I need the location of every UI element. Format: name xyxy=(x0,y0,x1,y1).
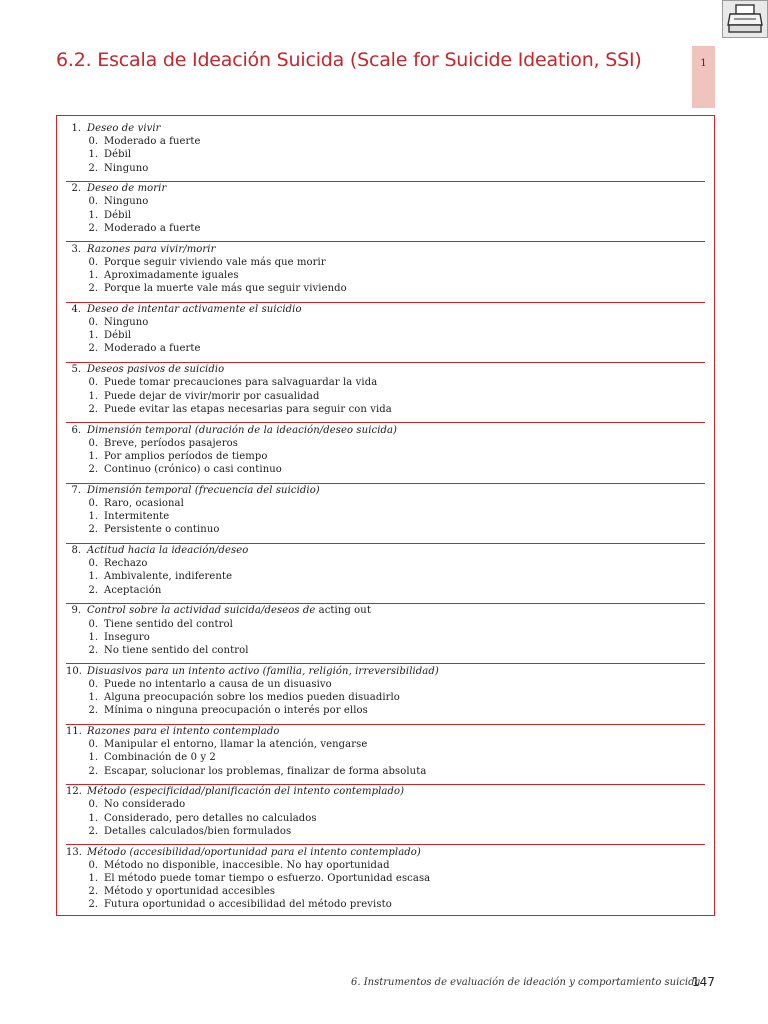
option-text: Moderado a fuerte xyxy=(104,222,201,234)
item-question xyxy=(87,604,371,617)
option-code: 1. xyxy=(88,511,98,523)
item-question xyxy=(87,544,248,557)
option-text: Ninguno xyxy=(104,317,149,329)
option-code: 2. xyxy=(88,886,98,898)
option-code: 1. xyxy=(88,149,98,161)
scale-item xyxy=(66,122,705,182)
option-text: Futura oportunidad o accesibilidad del método previsto xyxy=(104,899,392,911)
option-code: 2. xyxy=(88,464,98,476)
item-question-text: Razones para el intento contemplado xyxy=(87,726,280,737)
option-text: Ninguno xyxy=(104,196,149,208)
item-number: 8. xyxy=(71,545,81,557)
option-text: Método no disponible, inaccesible. No hay oportunidad xyxy=(104,859,390,871)
option-text: No considerado xyxy=(104,799,186,811)
option-code: 1. xyxy=(88,692,98,704)
option-code: 2. xyxy=(88,899,98,911)
item-number: 3. xyxy=(71,243,81,255)
scale-item xyxy=(66,363,705,423)
option-text: Rechazo xyxy=(104,558,148,570)
option-code: 0. xyxy=(88,678,98,690)
section-tab xyxy=(692,46,715,108)
option-code: 2. xyxy=(88,644,98,656)
item-number: 12. xyxy=(66,786,82,798)
option-code: 1. xyxy=(88,209,98,221)
option-text: Continuo (crónico) o casi continuo xyxy=(104,464,282,476)
item-question xyxy=(87,484,320,497)
scale-item xyxy=(66,182,705,242)
item-question xyxy=(87,122,161,135)
item-question xyxy=(87,785,404,798)
option-text: No tiene sentido del control xyxy=(104,644,249,656)
page-number: 147 xyxy=(692,975,715,989)
item-question xyxy=(87,725,279,738)
item-question xyxy=(87,182,166,195)
option-text: Puede tomar precauciones para salvaguardar la vida xyxy=(104,377,378,389)
option-code: 2. xyxy=(88,343,98,355)
item-question xyxy=(87,243,215,256)
option-code: 2. xyxy=(88,825,98,837)
option-text: Manipular el entorno, llamar la atención, vengarse xyxy=(104,739,368,751)
scale-item xyxy=(66,544,705,604)
option-code: 2. xyxy=(88,222,98,234)
item-question-text: Método (especificidad/planificación del intento contemplado) xyxy=(87,786,405,798)
option-text: Mínima o ninguna preocupación o interés por ellos xyxy=(104,705,368,717)
option-code: 2. xyxy=(88,584,98,596)
item-number: 6. xyxy=(71,424,81,436)
item-number: 11. xyxy=(66,726,82,737)
print-button[interactable] xyxy=(722,0,768,38)
item-question-text: Método (accesibilidad/oportunidad para el intento contemplado) xyxy=(87,846,421,858)
item-question-text: Razones para vivir/morir xyxy=(87,243,216,255)
item-question-text: Deseo de vivir xyxy=(87,123,161,134)
option-text: Porque seguir viviendo vale más que morir xyxy=(104,256,326,268)
option-code: 2. xyxy=(88,705,98,717)
printer-icon xyxy=(727,3,765,35)
option-code: 2. xyxy=(88,403,98,415)
option-text: Intermitente xyxy=(104,511,170,523)
item-question-suffix: acting out xyxy=(315,605,371,617)
option-code: 0. xyxy=(88,256,98,268)
item-number: 4. xyxy=(71,303,81,315)
option-text: Persistente o continuo xyxy=(104,524,220,536)
item-question xyxy=(87,424,397,437)
item-number: 1. xyxy=(71,123,81,134)
item-question-text: Deseos pasivos de suicidio xyxy=(87,364,225,376)
option-code: 0. xyxy=(88,317,98,329)
option-code: 0. xyxy=(88,739,98,751)
scale-item xyxy=(66,243,705,303)
option-code: 0. xyxy=(88,859,98,871)
option-code: 1. xyxy=(88,269,98,281)
item-question-text: Disuasivos para un intento activo (familia, religión, irreversibilidad) xyxy=(87,665,439,677)
option-code: 0. xyxy=(88,196,98,208)
option-text: Débil xyxy=(104,209,132,221)
item-number: 2. xyxy=(71,183,81,195)
item-question-text: Deseo de morir xyxy=(87,183,167,195)
option-code: 1. xyxy=(88,571,98,583)
option-code: 2. xyxy=(88,765,98,777)
scale-item xyxy=(66,846,705,926)
scale-item xyxy=(66,604,705,664)
option-text: Porque la muerte vale más que seguir viviendo xyxy=(104,283,347,295)
option-text: Combinación de 0 y 2 xyxy=(104,752,216,764)
section-tab-number: 1 xyxy=(700,58,707,69)
option-text: Puede no intentarlo a causa de un disuasivo xyxy=(104,678,332,690)
option-code: 1. xyxy=(88,450,98,462)
scale-item xyxy=(66,303,705,363)
option-code: 2. xyxy=(88,283,98,295)
option-text: Considerado, pero detalles no calculados xyxy=(104,812,317,824)
item-question xyxy=(87,846,421,859)
option-code: 2. xyxy=(88,524,98,536)
option-text: Débil xyxy=(104,149,132,161)
option-text: Moderado a fuerte xyxy=(104,136,201,148)
item-number: 5. xyxy=(71,364,81,376)
item-number: 13. xyxy=(66,846,82,858)
item-question xyxy=(87,665,439,678)
option-text: Ambivalente, indiferente xyxy=(104,571,233,583)
page-title: 6.2. Escala de Ideación Suicida (Scale for Suicide Ideation, SSI) xyxy=(56,49,642,71)
option-text: Por amplios períodos de tiempo xyxy=(104,450,268,462)
item-question xyxy=(87,363,224,376)
option-code: 1. xyxy=(88,631,98,643)
option-text: Detalles calculados/bien formulados xyxy=(104,825,292,837)
option-code: 1. xyxy=(88,330,98,342)
option-text: Método y oportunidad accesibles xyxy=(104,886,276,898)
option-text: Raro, ocasional xyxy=(104,497,184,509)
option-text: Alguna preocupación sobre los medios pueden disuadirlo xyxy=(104,692,400,704)
scale-item xyxy=(66,725,705,785)
item-question xyxy=(87,303,302,316)
option-text: Inseguro xyxy=(104,631,150,643)
footer-chapter-title: 6. Instrumentos de evaluación de ideación y comportamiento suicida xyxy=(351,977,701,988)
scale-item xyxy=(66,424,705,484)
option-text: Breve, períodos pasajeros xyxy=(104,437,238,449)
item-question-text: Dimensión temporal (duración de la ideación/deseo suicida) xyxy=(87,424,398,436)
option-text: Tiene sentido del control xyxy=(104,618,233,630)
scale-item xyxy=(66,484,705,544)
option-code: 1. xyxy=(88,812,98,824)
option-text: Ninguno xyxy=(104,162,149,174)
option-text: Aceptación xyxy=(104,584,162,596)
scale-items-box xyxy=(56,115,715,916)
item-number: 10. xyxy=(66,665,82,677)
item-question-text: Control sobre la actividad suicida/deseos de xyxy=(87,605,316,617)
scale-item xyxy=(66,665,705,725)
option-code: 0. xyxy=(88,437,98,449)
option-code: 0. xyxy=(88,618,98,630)
option-text: Aproximadamente iguales xyxy=(104,269,239,281)
scale-item xyxy=(66,785,705,845)
option-code: 1. xyxy=(88,390,98,402)
option-text: Puede dejar de vivir/morir por casualidad xyxy=(104,390,320,402)
option-code: 0. xyxy=(88,377,98,389)
item-number: 7. xyxy=(71,484,81,496)
option-text: Moderado a fuerte xyxy=(104,343,201,355)
option-text: Débil xyxy=(104,330,132,342)
option-text: Escapar, solucionar los problemas, finalizar de forma absoluta xyxy=(104,765,427,777)
option-code: 0. xyxy=(88,558,98,570)
item-number: 9. xyxy=(71,605,81,617)
option-code: 0. xyxy=(88,136,98,148)
option-code: 0. xyxy=(88,497,98,509)
item-question-text: Actitud hacia la ideación/deseo xyxy=(87,545,249,557)
option-code: 0. xyxy=(88,799,98,811)
item-question-text: Deseo de intentar activamente el suicidio xyxy=(87,303,302,315)
option-code: 1. xyxy=(88,752,98,764)
option-code: 2. xyxy=(88,162,98,174)
item-question-text: Dimensión temporal (frecuencia del suicidio) xyxy=(87,484,320,496)
option-code: 1. xyxy=(88,872,98,884)
option-text: El método puede tomar tiempo o esfuerzo. Oportunidad escasa xyxy=(104,872,431,884)
option-text: Puede evitar las etapas necesarias para seguir con vida xyxy=(104,403,392,415)
